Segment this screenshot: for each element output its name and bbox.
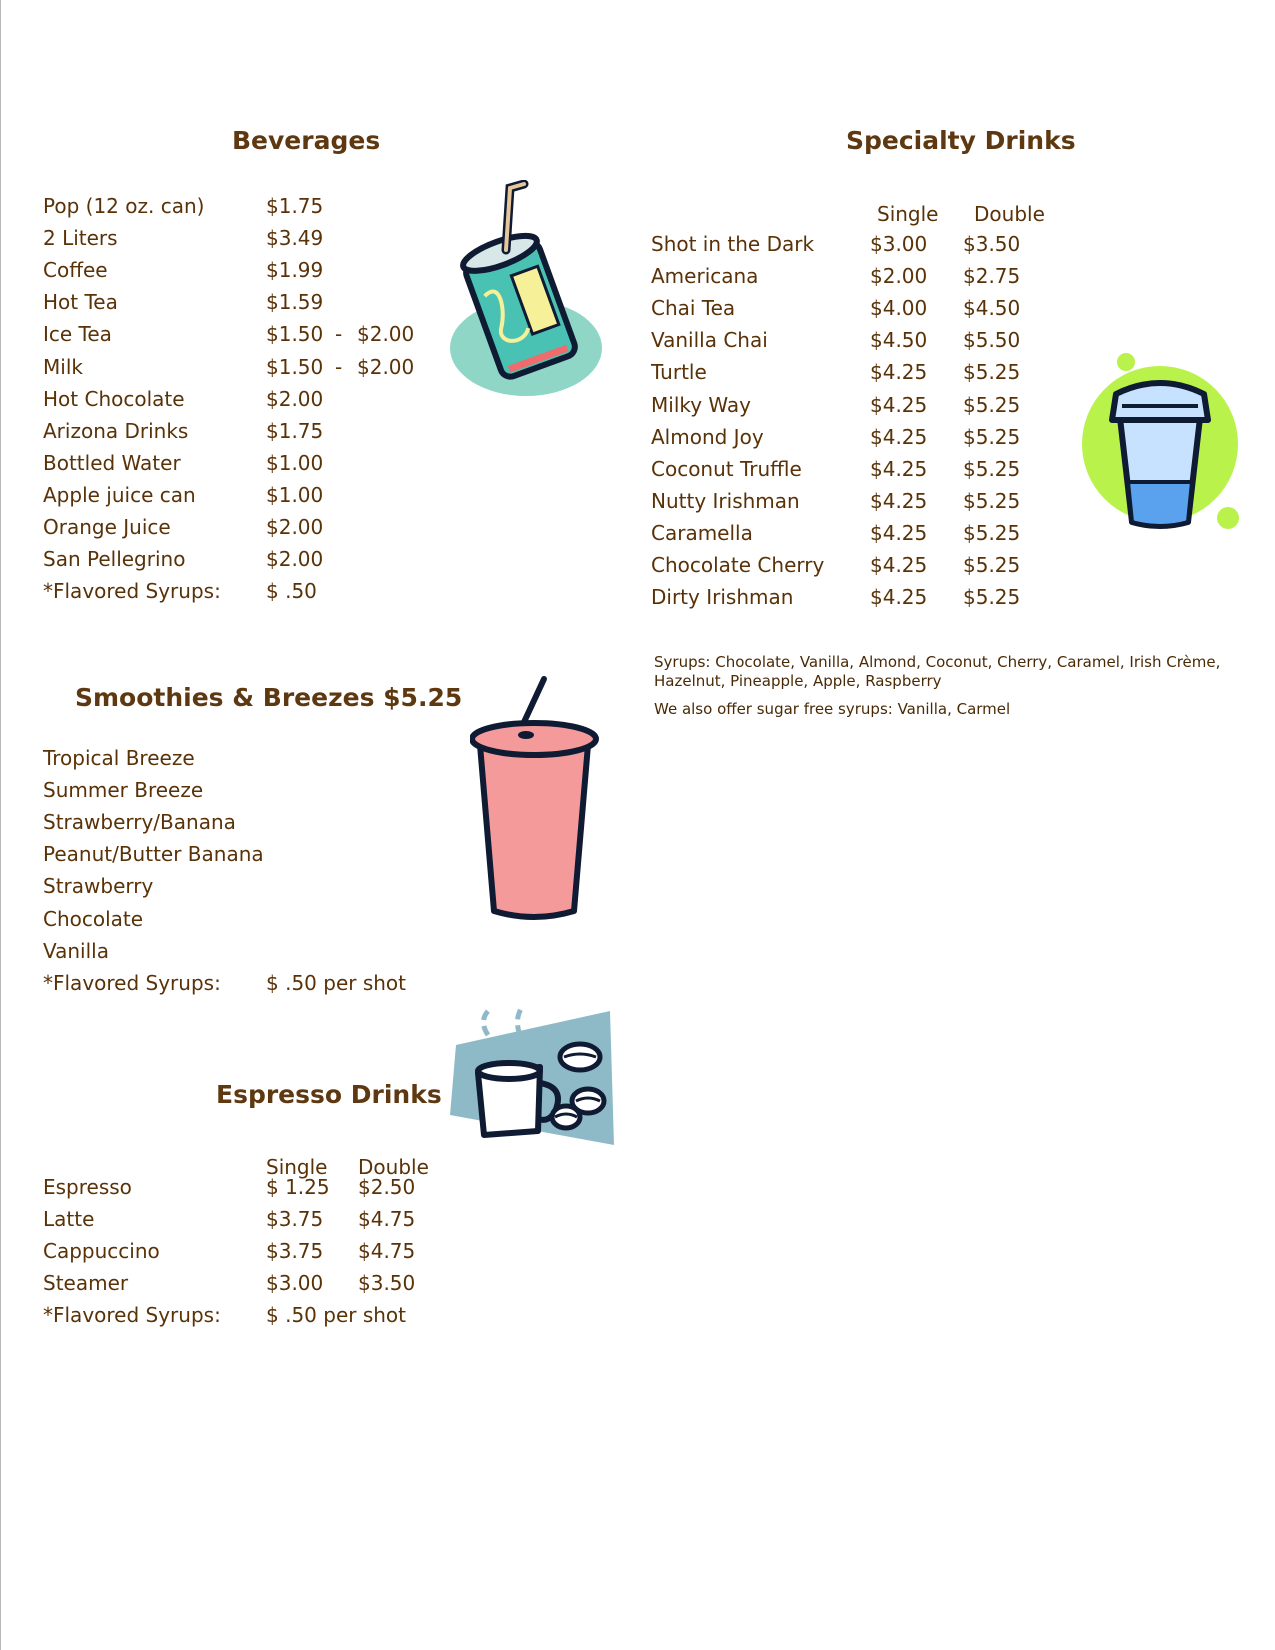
smoothie-cup-icon (470, 675, 600, 925)
to-go-cup-icon (1070, 350, 1250, 540)
smoothie-row (0, 806, 1275, 838)
item-price-single: $4.25 (870, 456, 928, 481)
item-name: Vanilla (43, 938, 109, 963)
item-price: $2.00 (266, 515, 324, 539)
specialty-row (0, 549, 1275, 581)
item-name: Chocolate Cherry (651, 553, 825, 577)
item-price-double: $5.50 (963, 328, 1021, 353)
item-price: $3.49 (266, 226, 324, 251)
item-price-max: $2.00 (357, 322, 415, 347)
smoothie-row (0, 742, 1275, 774)
price-range-dash: - (335, 354, 343, 379)
item-name: Shot in the Dark (651, 232, 815, 256)
item-name: Steamer (43, 1271, 129, 1296)
item-price-single: $4.50 (870, 328, 928, 353)
beverage-row (0, 286, 1275, 318)
item-name: Chocolate (43, 906, 144, 931)
item-name: Arizona Drinks (43, 418, 189, 443)
smoothie-row (0, 838, 1275, 870)
beverage-row (0, 575, 1275, 607)
specialty-single-header: Single (877, 202, 939, 226)
item-price-single: $ 1.25 (266, 1175, 330, 1199)
item-name: Milky Way (651, 392, 752, 417)
item-price-single: $2.00 (870, 264, 928, 289)
smoothie-row (0, 774, 1275, 806)
item-price-single: $4.25 (870, 553, 928, 577)
item-price: $1.99 (266, 258, 324, 283)
item-name: Ice Tea (43, 322, 112, 347)
item-price: $1.75 (266, 194, 324, 218)
item-name: Vanilla Chai (651, 328, 768, 353)
item-name: Nutty Irishman (651, 488, 800, 513)
item-price-single: $3.75 (266, 1207, 324, 1232)
item-name: Tropical Breeze (43, 746, 195, 770)
smoothies-title: Smoothies & Breezes $5.25 (75, 683, 463, 712)
syrups-note-line1: Syrups: Chocolate, Vanilla, Almond, Coconut, Cherry, Caramel, Irish Crème, (654, 653, 1221, 671)
beverage-row (0, 222, 1275, 254)
item-price-double: $5.25 (963, 424, 1021, 449)
item-name: Strawberry (43, 874, 154, 899)
item-name: Caramella (651, 520, 753, 545)
item-price: $2.00 (266, 547, 324, 572)
item-name: Bottled Water (43, 450, 181, 475)
item-price-double: $5.25 (963, 360, 1021, 385)
item-name: Latte (43, 1207, 95, 1232)
item-price-double: $2.50 (358, 1175, 416, 1199)
item-price: $1.59 (266, 290, 324, 315)
item-price: $1.50 (266, 354, 324, 379)
item-name: Almond Joy (651, 424, 764, 449)
item-price-single: $4.25 (870, 424, 928, 449)
item-price: $1.50 (266, 322, 324, 347)
item-name: Espresso (43, 1175, 132, 1199)
item-price-single: $ .50 per shot (266, 1303, 406, 1328)
item-price-double: $5.25 (963, 585, 1021, 610)
espresso-double-header: Double (358, 1155, 429, 1179)
item-price-double: $5.25 (963, 392, 1021, 417)
espresso-single-header: Single (266, 1155, 328, 1179)
item-price-double: $4.75 (358, 1207, 416, 1232)
item-price-double: $5.25 (963, 456, 1021, 481)
item-price-double: $3.50 (358, 1271, 416, 1296)
espresso-row (0, 1171, 1275, 1203)
item-price-single: $4.25 (870, 392, 928, 417)
item-price-double: $2.75 (963, 264, 1021, 289)
item-price: $1.75 (266, 418, 324, 443)
espresso-row (0, 1203, 1275, 1235)
item-name: Orange Juice (43, 515, 171, 539)
item-price-single: $4.25 (870, 360, 928, 385)
soda-can-icon (448, 180, 608, 400)
item-name: *Flavored Syrups: (43, 1303, 221, 1328)
item-price-double: $4.75 (358, 1239, 416, 1264)
item-price-single: $4.25 (870, 520, 928, 545)
syrups-note-line2: Hazelnut, Pineapple, Apple, Raspberry (654, 672, 942, 690)
specialty-row (0, 581, 1275, 613)
page-left-border (0, 0, 1, 1650)
item-name: Milk (43, 354, 83, 379)
item-name: Dirty Irishman (651, 585, 794, 610)
item-name: Hot Chocolate (43, 386, 185, 411)
item-name: 2 Liters (43, 226, 118, 251)
item-name: Apple juice can (43, 482, 196, 507)
espresso-title: Espresso Drinks (216, 1080, 442, 1109)
item-name: Strawberry/Banana (43, 810, 236, 835)
item-name: Cappuccino (43, 1239, 160, 1264)
item-name: Pop (12 oz. can) (43, 194, 205, 218)
item-name: Turtle (651, 360, 707, 385)
espresso-row (0, 1267, 1275, 1299)
item-price: $2.00 (266, 386, 324, 411)
specialty-title: Specialty Drinks (846, 126, 1076, 155)
item-price-single: $4.00 (870, 296, 928, 321)
beverage-row (0, 190, 1275, 222)
item-name: Peanut/Butter Banana (43, 842, 264, 867)
item-price-double: $3.50 (963, 232, 1021, 256)
item-price-double: $5.25 (963, 553, 1021, 577)
item-price: $1.00 (266, 482, 324, 507)
specialty-row (0, 260, 1275, 292)
item-price-double: $5.25 (963, 488, 1021, 513)
item-price-single: $3.00 (870, 232, 928, 256)
sugar-free-note: We also offer sugar free syrups: Vanilla, Carmel (654, 700, 1011, 718)
item-name: Coconut Truffle (651, 456, 802, 481)
beverage-row (0, 543, 1275, 575)
espresso-row (0, 1299, 1275, 1331)
item-price-max: $2.00 (357, 354, 415, 379)
item-price-double: $5.25 (963, 520, 1021, 545)
item-name: San Pellegrino (43, 547, 186, 572)
smoothie-row (0, 903, 1275, 935)
coffee-mug-icon (448, 1005, 618, 1165)
item-price-single: $3.75 (266, 1239, 324, 1264)
specialty-row (0, 292, 1275, 324)
item-price-double: $4.50 (963, 296, 1021, 321)
item-price-single: $3.00 (266, 1271, 324, 1296)
item-name: Chai Tea (651, 296, 736, 321)
item-price-single: $4.25 (870, 488, 928, 513)
item-name: Hot Tea (43, 290, 118, 315)
specialty-double-header: Double (974, 202, 1045, 226)
price-range-dash: - (335, 322, 343, 347)
item-name: *Flavored Syrups: (43, 579, 221, 604)
item-name: *Flavored Syrups: (43, 970, 221, 995)
smoothie-row (0, 870, 1275, 902)
item-price: $ .50 (266, 579, 317, 604)
item-price: $1.00 (266, 450, 324, 475)
item-name: Americana (651, 264, 759, 289)
item-name: Coffee (43, 258, 108, 283)
beverages-title: Beverages (232, 126, 381, 155)
item-price-single: $4.25 (870, 585, 928, 610)
beverage-row (0, 254, 1275, 286)
beverage-row (0, 318, 1275, 350)
smoothie-row (0, 967, 1275, 999)
espresso-row (0, 1235, 1275, 1267)
specialty-row (0, 228, 1275, 260)
smoothie-row (0, 935, 1275, 967)
item-price: $ .50 per shot (266, 970, 406, 995)
item-name: Summer Breeze (43, 778, 204, 803)
